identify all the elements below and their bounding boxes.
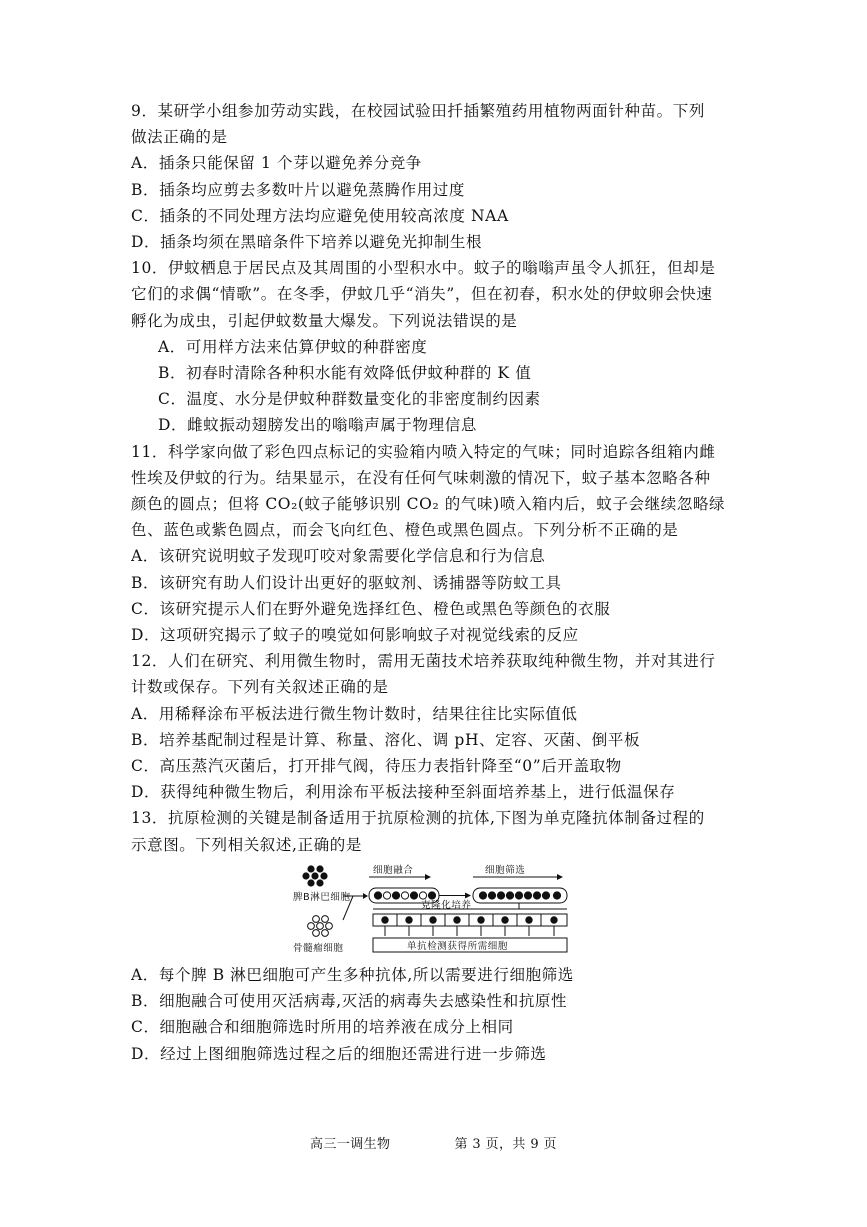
option-c: C．该研究提示人们在野外避免选择红色、橙色或黑色等颜色的衣服 — [131, 599, 611, 618]
spleen-cells-icon — [302, 865, 327, 886]
option-d: D．雌蚊振动翅膀发出的嗡嗡声属于物理信息 — [158, 416, 477, 435]
question-12 — [131, 648, 746, 805]
option-d: D．这项研究揭示了蚊子的嗅觉如何影响蚊子对视觉线索的反应 — [131, 626, 579, 645]
hybridoma-cells-icon — [479, 892, 560, 899]
question-stem-line: 它们的求偶“情歌”。在冬季，伊蚊几乎“消失”，但在初春，积水处的伊蚊卵会快速 — [131, 285, 713, 304]
arrow-head-icon — [557, 874, 563, 880]
myeloma-cell-label: 骨髓瘤细胞 — [293, 942, 344, 954]
option-c: C．插条的不同处理方法均应避免使用较高浓度 NAA — [131, 206, 509, 225]
option-b: B．插条均应剪去多数叶片以避免蒸腾作用过度 — [131, 180, 465, 199]
myeloma-cells-icon — [308, 915, 333, 936]
option-d: D．经过上图细胞筛选过程之后的细胞还需进行进一步筛选 — [131, 1044, 547, 1063]
spleen-cell-label: 脾B淋巴细胞 — [293, 891, 351, 903]
fusion-label: 细胞融合 — [373, 864, 414, 876]
question-stem-line: 孵化为成虫，引起伊蚊数量大爆发。下列说法错误的是 — [131, 311, 518, 330]
question-11 — [131, 439, 746, 649]
question-stem-line: 计数或保存。下列有关叙述正确的是 — [131, 678, 389, 697]
question-stem-line: 10．伊蚊栖息于居民点及其周围的小型积水中。蚊子的嗡嗡声虽令人抓狂，但却是 — [131, 259, 716, 278]
monoclonal-antibody-diagram — [289, 862, 571, 960]
clone-culture-label: 克隆化培养 — [421, 899, 472, 911]
option-a: A．该研究说明蚊子发现叮咬对象需要化学信息和行为信息 — [131, 547, 546, 566]
option-c: C．高压蒸汽灭菌后，打开排气阀，待压力表指针降至“0”后开盖取物 — [131, 757, 622, 776]
question-stem-line: 示意图。下列相关叙述,正确的是 — [131, 835, 362, 854]
arrow-head-icon — [465, 892, 471, 898]
question-list — [131, 98, 746, 1067]
clone-wells — [373, 914, 567, 926]
option-c: C．温度、水分是伊蚊种群数量变化的非密度制约因素 — [158, 390, 541, 409]
question-9 — [131, 98, 746, 255]
detection-label: 单抗检测获得所需细胞 — [407, 940, 509, 952]
option-a: A．插条只能保留 1 个芽以避免养分竞争 — [131, 154, 422, 173]
question-13 — [131, 805, 746, 1066]
question-stem-line: 色、蓝色或紫色圆点，而会飞向红色、橙色或黑色圆点。下列分析不正确的是 — [131, 521, 679, 540]
option-d: D．插条均须在黑暗条件下培养以避免光抑制生根 — [131, 233, 483, 252]
question-stem-line: 性埃及伊蚊的行为。结果显示，在没有任何气味刺激的情况下，蚊子基本忽略各种 — [131, 468, 711, 487]
well-row — [373, 914, 567, 926]
arrow-head-icon — [425, 874, 431, 880]
question-stem-line: 9．某研学小组参加劳动实践，在校园试验田扦插繁殖药用植物两面针种苗。下列 — [131, 102, 705, 120]
option-a: A．可用样方法来估算伊蚊的种群密度 — [158, 337, 428, 356]
option-b: B．培养基配制过程是计算、称量、溶化、调 pH、定容、灭菌、倒平板 — [131, 730, 641, 749]
fused-cells-icon — [374, 892, 435, 899]
option-b: B．细胞融合可使用灭活病毒,灭活的病毒失去感染性和抗原性 — [131, 992, 568, 1011]
option-d: D．获得纯种微生物后，利用涂布平板法接种至斜面培养基上，进行低温保存 — [131, 783, 676, 802]
option-a: A．用稀释涂布平板法进行微生物计数时，结果往往比实际值低 — [131, 704, 578, 723]
screen-label: 细胞筛选 — [485, 864, 526, 876]
question-stem-line: 13．抗原检测的关键是制备适用于抗原检测的抗体,下图为单克隆抗体制备过程的 — [131, 809, 705, 828]
question-stem-line: 11．科学家向做了彩色四点标记的实验箱内喷入特定的气味；同时追踪各组箱内雌 — [131, 442, 716, 461]
question-stem-line: 做法正确的是 — [131, 128, 228, 147]
option-c: C．细胞融合和细胞筛选时所用的培养液在成分上相同 — [131, 1018, 514, 1037]
question-10 — [131, 255, 746, 438]
footer-subject: 高三一调生物 — [310, 1137, 391, 1152]
down-arrows — [385, 926, 554, 936]
page-footer — [0, 1133, 867, 1152]
diagram-svg — [289, 862, 571, 960]
question-stem-line: 颜色的圆点；但将 CO₂(蚊子能够识别 CO₂ 的气味)喷入箱内后，蚊子会继续忽略绿 — [131, 495, 726, 514]
option-b: B．该研究有助人们设计出更好的驱蚊剂、诱捕器等防蚊工具 — [131, 573, 562, 592]
footer-page-number: 第 3 页，共 9 页 — [454, 1137, 557, 1152]
question-stem-line: 12．人们在研究、利用微生物时，需用无菌技术培养获取纯种微生物，并对其进行 — [131, 652, 716, 671]
option-b: B．初春时清除各种积水能有效降低伊蚊种群的 K 值 — [158, 364, 532, 383]
arrow-head-icon — [363, 893, 368, 899]
option-a: A．每个脾 B 淋巴细胞可产生多种抗体,所以需要进行细胞筛选 — [131, 965, 574, 984]
